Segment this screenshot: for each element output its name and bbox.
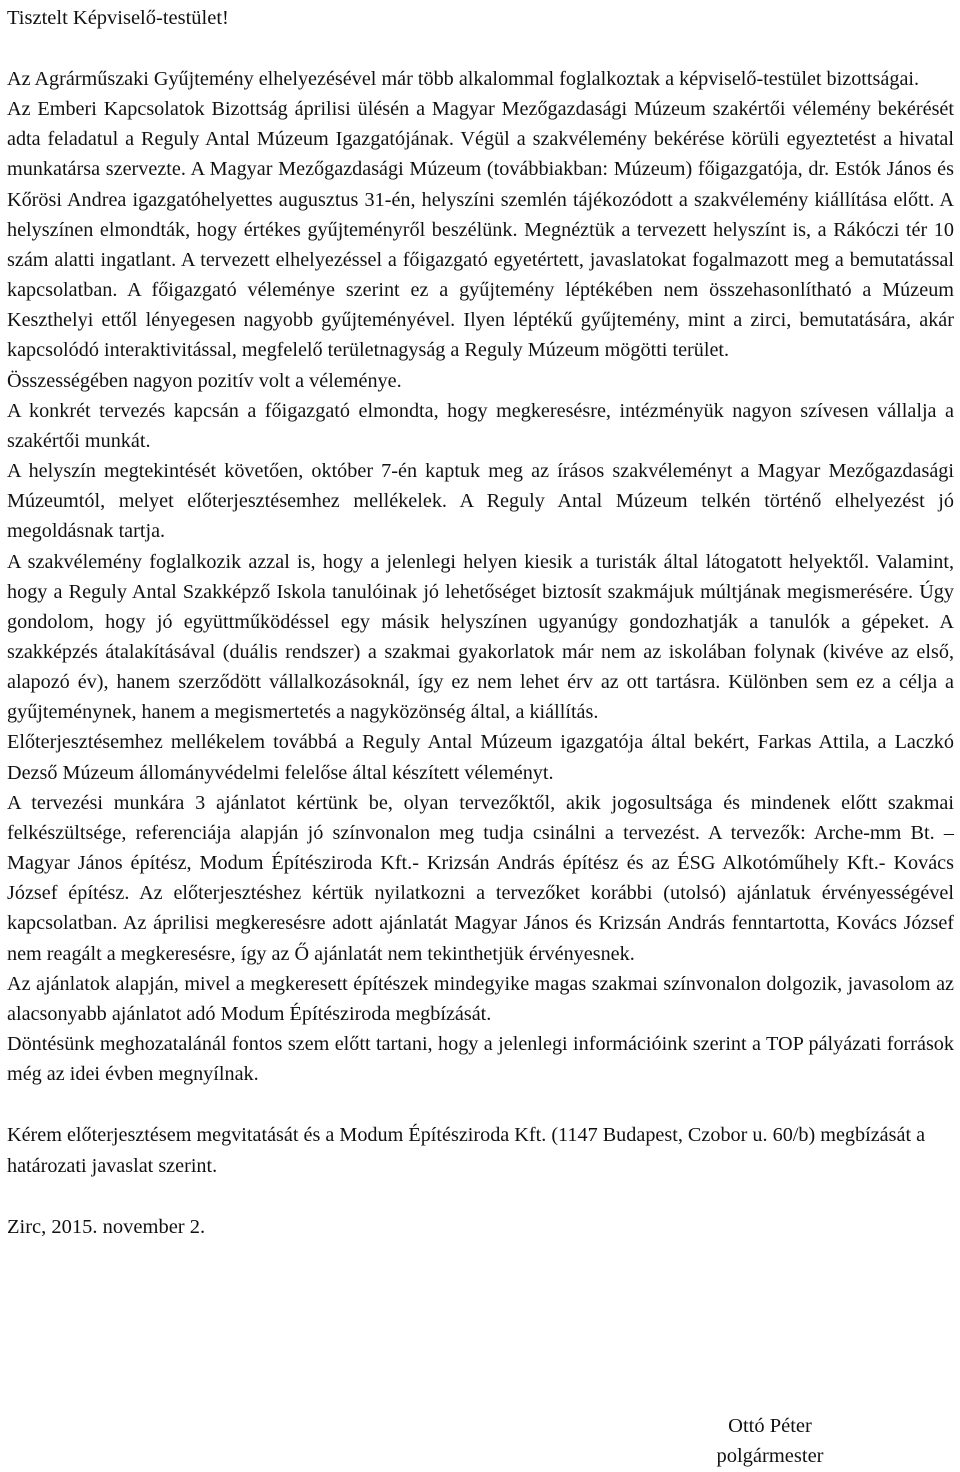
paragraph-recommendation: Az ajánlatok alapján, mivel a megkeresett építészek mindegyike magas szakmai színvonalon dolgozik, javasolom az alacsonyabb ajánlatot adó Modum Építésziroda megbízását. (7, 972, 954, 1025)
paragraph-committee-expert-opinion: Az Emberi Kapcsolatok Bizottság áprilisi ülésén a Magyar Mezőgazdasági Múzeum szakértői vélemény bekérését adta feladatul a Reguly Antal Múzeum Igazgatójának. Végül a szakvélemény bekérése körüli egyeztetést a hivatal munkatársa szervezte. A Magyar Mezőgazdasági Múzeum (továbbiakban: Múzeum) főigazgatója, dr. Estók János és Kőrösi Andrea igazgatóhelyettes augusztus 31-én, helyszíni szemlén tájékozódott a szakvélemény kiállítása előtt. A helyszínen elmondták, hogy értékes gyűjteményről beszélünk. Megnéztük a tervezett helyszínt is, a Rákóczi tér 10 szám alatti ingatlant. A tervezett elhelyezéssel a főigazgató egyetértett, javaslatokat fogalmazott meg a bemutatással kapcsolatban. A főigazgató véleménye szerint ez a gyűjtemény léptékében nem összehasonlítható a Múzeum Keszthelyi ettől lényegesen nagyobb gyűjteményével. Ilyen léptékű gyűjtemény, mint a zirci, bemutatására, akár kapcsolódó interaktivitással, megfelelő területnagyság a Reguly Múzeum mögötti terület. (7, 98, 954, 362)
paragraph-collection-intro: Az Agrárműszaki Gyűjtemény elhelyezésével már több alkalommal foglalkoztak a képviselő-testület bizottságai. (7, 68, 920, 90)
paragraph-written-opinion: A helyszín megtekintését követően, október 7-én kaptuk meg az írásos szakvéleményt a Magyar Mezőgazdasági Múzeumtól, melyet előterjesztésemhez mellékelek. A Reguly Antal Múzeum telkén történő elhelyezést jó megoldásnak tartja. (7, 460, 954, 543)
signatory-name: Ottó Péter (728, 1415, 812, 1437)
paragraph-current-location: A szakvélemény foglalkozik azzal is, hogy a jelenlegi helyen kiesik a turisták által látogatott helyektől. Valamint, hogy a Reguly Antal Szakképző Iskola tanulóinak jó lehetőséget biztosít szakmájuk múltjának megismerésére. Úgy gondolom, hogy jó együttműködéssel egy másik helyszínen ugyanúgy gondozhatják a tanulók a gépeket. A szakképzés átalakításával (duális rendszer) a szakmai gyakorlatok már nem az iskolában folynak (kivéve az első, alapozó év), hanem szerződött vállalkozásoknál, így ez nem lehet érv az ott tartásra. Különben sem ez a célja a gyűjteménynek, hanem a megismertetés a nagyközönség által, a kiállítás. (7, 550, 954, 724)
document-page (7, 0, 954, 1242)
blank-line (7, 1181, 954, 1212)
blank-line (7, 1089, 954, 1120)
signature-block (690, 1411, 850, 1471)
paragraph-positive-opinion: Összességében nagyon pozitív volt a véleménye. (7, 369, 402, 392)
blank-line (7, 33, 954, 64)
signatory-title: polgármester (716, 1445, 824, 1467)
paragraph-expert-work: A konkrét tervezés kapcsán a főigazgató elmondta, hogy megkeresésre, intézményük nagyon szívesen vállalja a szakértői munkát. (7, 399, 954, 452)
paragraph-top-funding: Döntésünk meghozatalánál fontos szem előtt tartani, hogy a jelenlegi információink szerint a TOP pályázati források még az idei évben megnyílnak. (7, 1033, 954, 1086)
place-date: Zirc, 2015. november 2. (7, 1216, 206, 1239)
salutation: Tisztelt Képviselő-testület! (7, 7, 229, 29)
paragraph-attachment: Előterjesztésemhez mellékelem továbbá a Reguly Antal Múzeum igazgatója által bekért, Farkas Attila, a Laczkó Dezső Múzeum állományvédelmi felelőse által készített véleményt. (7, 731, 954, 784)
paragraph-design-offers: A tervezési munkára 3 ajánlatot kértünk be, olyan tervezőktől, akik jogosultsága és mindenek előtt szakmai felkészültsége, referenciája alapján jó színvonalon meg tudja csinálni a tervezést. A tervezők: Arche-mm Bt. – Magyar János építész, Modum Építésziroda Kft.- Krizsán András építész és az ÉSG Alkotóműhely Kft.- Kovács József építész. Az előterjesztéshez kértük nyilatkozni a tervezőket korábbi (utolsó) ajánlatuk érvényességével kapcsolatban. Az áprilisi megkeresésre adott ajánlatát Magyar János és Krizsán András fenntartotta, Kovács József nem reagált a megkeresésre, így az Ő ajánlatát nem tekinthetjük érvényesnek. (7, 791, 954, 965)
document-body (7, 64, 954, 1089)
request-paragraph: Kérem előterjesztésem megvitatását és a Modum Építésziroda Kft. (1147 Budapest, Czobor u. 60/b) megbízását a határozati javaslat szerint. (7, 1124, 926, 1177)
